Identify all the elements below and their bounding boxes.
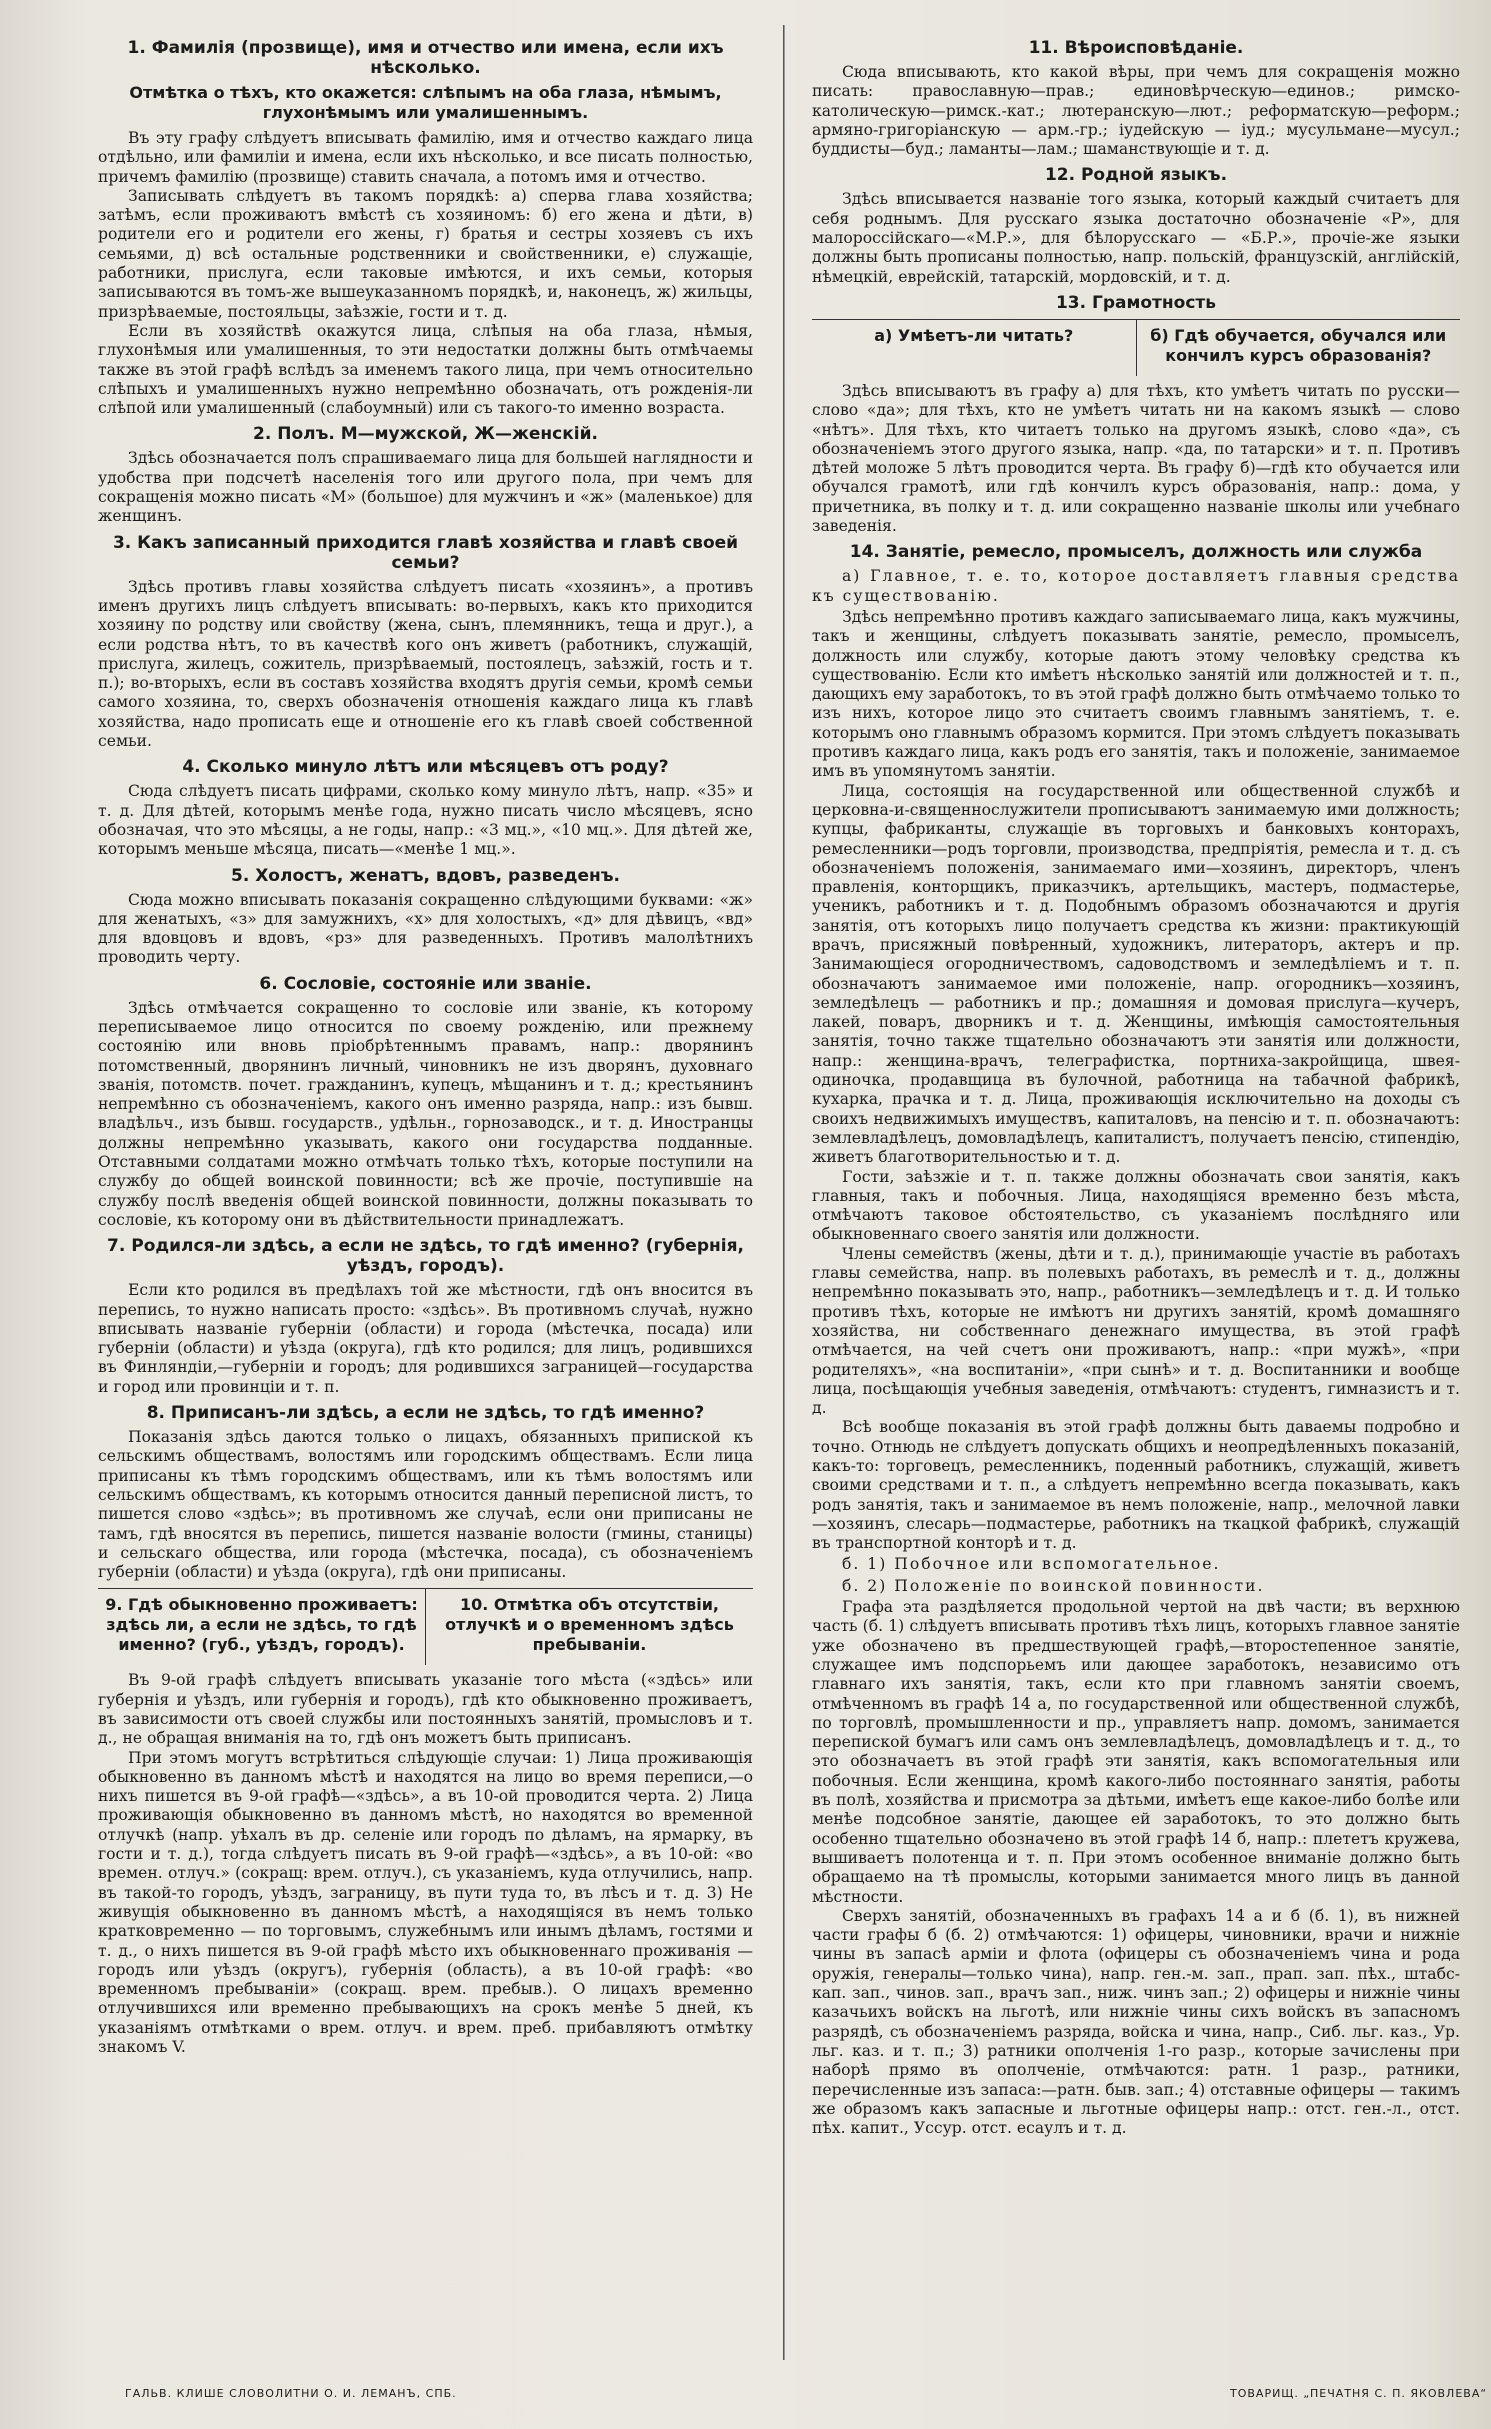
- section-14-text: Члены семействъ (жены, дѣти и т. д.), принимающіе участіе въ работахъ главы семейства, напр. въ полевыхъ работахъ, въ ремеслѣ и т. д., должны непремѣнно показывать это, напр., работникъ—земледѣлецъ и т. д. И только противъ тѣхъ, которые не имѣютъ ни другихъ занятій, кромѣ домашняго хозяйства, ни собственнаго денежнаго имущества, въ этой графѣ отмѣчается, на чей счетъ они проживаютъ, напр.: «при мужѣ», «при родителяхъ», «на воспитаніи», «при сынѣ» и т. д. Воспитанники и вообще лица, посѣщающія учебныя заведенія, отмѣчаютъ: студентъ, гимназистъ и т. д.: [812, 1244, 1460, 1418]
- section-13a-cell: [812, 320, 1136, 376]
- section-9-10-header: [98, 1588, 753, 1665]
- section-14-text: Сверхъ занятій, обозначенныхъ въ графахъ 14 а и б (б. 1), въ нижней части графы б (б. 2) отмѣчаются: 1) офицеры, чиновники, врачи и нижніе чины въ запасѣ арміи и флота (офицеры съ обозначеніемъ чина и рода оружія, генералы—только чина), напр. ген.-м. зап., прап. зап. пѣх., штабс-кап. зап., чинов. зап., врачъ зап., ниж. чинъ зап.; 2) офицеры и нижніе чины казачьихъ войскъ на льготѣ, или нижніе чины сихъ войскъ въ запасномъ разрядѣ, съ обозначеніемъ разряда, войска и чина, напр., Сиб. льг. каз., Ур. льг. каз. и т. п.; 3) ратники ополченія 1-го разр., которые зачислены при наборѣ прямо въ ополченіе, отмѣчаются: ратн. 1 разр., ратники, перечисленные изъ запаса:—ратн. быв. зап.; 4) отставные офицеры — такимъ же образомъ какъ запасные и льготные офицеры напр.: отст. ген.-л., отст. пѣх. капит., Уссур. отст. есаулъ и т. д.: [812, 1906, 1460, 2138]
- section-12-title: 12. Родной языкъ.: [1044, 165, 1228, 186]
- section-13b-cell: [1136, 320, 1461, 376]
- section-1-title: 1. Фамилія (прозвище), имя и отчество или имена, если ихъ нѣсколько.: [127, 38, 724, 78]
- section-12-text: Здѣсь вписывается названіе того языка, который каждый считаетъ для себя роднымъ. Для русскаго языка достаточно обозначеніе «Р», для малороссійскаго—«М.Р.», для бѣлорусскаго — «Б.Р.», прочіе-же языки должны быть прописаны полностью, напр. польскій, французскій, англійскій, нѣмецкій, еврейскій, татарскій, мордовскій, и т. д.: [812, 190, 1460, 286]
- section-6-text: Здѣсь отмѣчается сокращенно то сословіе или званіе, къ которому переписываемое лицо относится по своему рожденію, или прежнему состоянію или вновь пріобрѣтеннымъ правамъ, напр.: дворянинъ потомственный, дворянинъ личный, чиновникъ не изъ дворянъ, духовнаго званія, потомств. почет. гражданинъ, купецъ, мѣщанинъ и т. д.; крестьянинъ непремѣнно съ обозначеніемъ, какого онъ именно разряда, напр.: изъ бывш. владѣльч., изъ бывш. государств., удѣльн., горнозаводск., и т. д. Иностранцы должны непремѣнно указывать, какого они государства подданные. Отставными солдатами можно отмѣчать только тѣхъ, которые поступили на службу до общей воинской повинности; всѣ же прочіе, поступившіе на службу послѣ введенія общей воинской повинности, должны показывать то сословіе, къ которому они въ дѣйствительности принадлежатъ.: [98, 998, 753, 1229]
- section-14-text: Лица, состоящія на государственной или общественной службѣ и церковна-и-священнослужители прописываютъ занимаемую ими должность; купцы, фабриканты, служащіе въ торговыхъ и банковыхъ конторахъ, ремесленники—родъ торговли, производства, предпріятія, ремесла и т. д. съ обозначеніемъ положенія, занимаемаго ими—хозяинъ, директоръ, членъ правленія, конторщикъ, приказчикъ, артельщикъ, мастеръ, подмастерье, ученикъ, работникъ и т. д. Подобнымъ образомъ обозначаются и другія занятія, отъ которыхъ лицо получаетъ средства къ жизни: практикующій врачъ, присяжный повѣренный, художникъ, литераторъ, актеръ и пр. Занимающіеся огородничествомъ, садоводствомъ и земледѣліемъ и т. п. обозначаютъ занимаемое ими положеніе, напр. огородникъ—хозяинъ, земледѣлецъ — работникъ и пр.; домашняя и домовая прислуга—кучеръ, лакей, поваръ, дворникъ и т. д. Женщины, имѣющія самостоятельныя занятія, точно также тщательно обозначаютъ эти занятія или должности, напр.: женщина-врачъ, телеграфистка, портниха-закройщица, швея-одиночка, продавщица въ булочной, работница на табачной фабрикѣ, кухарка, прачка и т. д. Лица, проживающія исключительно на доходы съ своихъ недвижимыхъ имуществъ, капиталовъ, на пенсію и т. п. обозначаютъ: землевладѣлецъ, домовладѣлецъ, капиталистъ, получаетъ пенсію, стипендію, живетъ благотворительностью и т. д.: [812, 781, 1460, 1167]
- section-14b1-heading: б. 1) Побочное или вспомогательное.: [842, 1555, 1221, 1574]
- section-11-text: Сюда вписывають, кто какой вѣры, при чемъ для сокращенія можно писать: православную—прав.; единовѣрческую—единов.; римско-католическую—римск.-кат.; лютеранскую—лют.; реформатскую—реформ.; армяно-григоріанскую — арм.-гр.; іудейскую — іуд.; мусульмане—мусул.; буддисты—буд.; ламанты—лам.; шаманствующіе и т. д.: [812, 63, 1460, 159]
- right-column: [812, 32, 1460, 2337]
- section-8-text: Показанія здѣсь даются только о лицахъ, обязанныхъ припиской къ сельскимъ обществамъ, волостямъ или городскимъ обществамъ. Если лица приписаны къ тѣмъ городскимъ обществамъ, или къ тѣмъ волостямъ или сельскимъ обществамъ, къ которымъ относится данный переписной листъ, то пишется слово «здѣсь»; въ противномъ же случаѣ, если они приписаны не тамъ, гдѣ вносятся въ перепись, пишется названіе волости (гмины, станицы) и сельскаго общества, или города (мѣстечка, посада), съ обозначеніемъ губерніи (области) и уѣзда (округа), гдѣ они приписаны.: [98, 1428, 753, 1582]
- section-4-text: Сюда слѣдуетъ писать цифрами, сколько кому минуло лѣтъ, напр. «35» и т. д. Для дѣтей, которымъ менѣе года, нужно писать число мѣсяцевъ, ясно обозначая, что это мѣсяцы, а не годы, напр.: «3 мц.», «10 мц.». Для дѣтей же, которымъ меньше мѣсяца, писать—«менѣе 1 мц.».: [98, 782, 753, 859]
- left-column: [98, 32, 753, 2337]
- section-9-text: Въ 9-ой графѣ слѣдуетъ вписывать указаніе того мѣста («здѣсь» или губернія и уѣздъ, или губернія и городъ), гдѣ кто обыкновенно проживаетъ, въ зависимости отъ своей службы или постоянныхъ занятій, промысловъ и т. д., не обращая вниманія на то, гдѣ онъ можетъ быть приписанъ.: [98, 1671, 753, 1748]
- section-7-text: Если кто родился въ предѣлахъ той же мѣстности, гдѣ онъ вносится въ перепись, то нужно написать просто: «здѣсь». Въ противномъ случаѣ, нужно вписывать названіе губерніи (области) и города (мѣстечка, посада) или губерніи (области) и уѣзда (округа), гдѣ кто родился; для лицъ, родившихся въ Финляндіи,—губерніи и городъ; для родившихся заграницей—государства и город или провинціи и т. п.: [98, 1281, 753, 1396]
- section-14-text: Гости, заѣзжіе и т. п. также должны обозначать свои занятія, какъ главныя, такъ и побочныя. Лица, находящіяся временно безъ мѣста, отмѣчаютъ таковое обстоятельство, съ указаніемъ послѣдняго или обыкновеннаго своего занятія или должности.: [812, 1167, 1460, 1244]
- section-3-title: 3. Какъ записанный приходится главѣ хозяйства и главѣ своей семьи?: [112, 532, 739, 573]
- section-13b-title: б) Гдѣ обучается, обучался или кончилъ курсъ образованія?: [1150, 325, 1447, 365]
- section-2-text: Здѣсь обозначается полъ спрашиваемаго лица для большей наглядности и удобства при подсчетѣ населенія того или другого пола, при чемъ для сокращенія можно писать «М» (большое) для мужчинъ и «ж» (маленькое) для женщинъ.: [98, 449, 753, 526]
- section-1-text: Записывать слѣдуетъ въ такомъ порядкѣ: а) сперва глава хозяйства; затѣмъ, если проживаютъ вмѣстѣ съ хозяиномъ: б) его жена и дѣти, в) родители его и родители его жены, г) братья и сестры хозяевъ съ ихъ семьями, д) всѣ остальные родственники и свойственники, е) служащіе, работники, прислуга, если таковые имѣются, и ихъ семьи, которыя записываются въ томъ-же вышеуказанномъ порядкѣ, и, наконецъ, ж) жильцы, призрѣваемые, постояльцы, заѣзжіе, гости и т. д.: [98, 186, 753, 321]
- section-14-text: Графа эта раздѣляется продольной чертой на двѣ части; въ верхнюю часть (б. 1) слѣдуетъ вписывать противъ тѣхъ лицъ, которыхъ главное занятіе уже обозначено въ предшествующей графѣ,—второстепенное занятіе, служащее имъ подспорьемъ или дающее заработокъ, независимо отъ главнаго ихъ занятія, такъ, если кто при главномъ занятіи своемъ, отмѣченномъ въ графѣ 14 а, по государственной или общественной службѣ, по торговлѣ, промышленности и пр., управляетъ напр. домомъ, занимается перепиской бумагъ или самъ онъ землевладѣлецъ, домовладѣлецъ и т. д., то это обозначаетъ въ этой графѣ эти занятія, какъ вспомогательныя или побочныя. Если женщина, кромѣ какого-либо постояннаго занятія, работы въ полѣ, хозяйства и присмотра за дѣтьми, имѣетъ еще какое-либо болѣе или менѣе подсобное занятіе, дающее ей заработокъ, то это должно быть особенно тщательно обозначено въ этой графѣ 14 б, напр.: плететъ кружева, вышиваетъ полотенца и т. п. При этомъ особенное вниманіе должно быть обращаемо на тѣ промыслы, которыми занимается много лицъ въ данной мѣстности.: [812, 1598, 1460, 1906]
- column-divider: [783, 25, 785, 2360]
- section-14-text: Здѣсь непремѣнно противъ каждаго записываемаго лица, какъ мужчины, такъ и женщины, слѣдуетъ показывать занятіе, ремесло, промыселъ, должность или службу, которые даютъ этому человѣку средства къ существованію. Если кто имѣетъ нѣсколько занятій или должностей и т. п., дающихъ ему заработокъ, то въ этой графѣ должно быть отмѣчаемо только то изъ нихъ, которое лицо это считаетъ своимъ главнымъ занятіемъ, т. е. которымъ оно главнымъ образомъ кормится. При этомъ слѣдуетъ показывать противъ каждаго лица, какъ родъ его занятія, такъ и положеніе, занимаемое имъ въ упомянутомъ занятіи.: [812, 607, 1460, 781]
- section-9-header-cell: [98, 1589, 425, 1665]
- section-1-text: Въ эту графу слѣдуетъ вписывать фамилію, имя и отчество каждаго лица отдѣльно, или фамиліи и имена, если ихъ нѣсколько, и все писать полностью, причемъ фамилію (прозвище) ставить сначала, а потомъ имя и отчество.: [98, 129, 753, 186]
- section-5-title: 5. Холостъ, женатъ, вдовъ, разведенъ.: [231, 865, 620, 886]
- section-14b2-heading: б. 2) Положеніе по воинской повинности.: [842, 1576, 1265, 1595]
- section-13a-title: а) Умѣетъ-ли читать?: [874, 325, 1074, 345]
- section-3-text: Здѣсь противъ главы хозяйства слѣдуетъ писать «хозяинъ», а противъ именъ другихъ лицъ слѣдуетъ вписывать: во-первыхъ, какъ кто приходится хозяину по родству или свойству (жена, сынъ, племянникъ, теща и друг.), а если родства нѣтъ, то въ качествѣ кого онъ живетъ (работникъ, служащій, прислуга, жилецъ, сожитель, призрѣваемый, постоялецъ, заѣзжій, гость и т. п.); во-вторыхъ, если въ составъ хозяйства входятъ другія семьи, кромѣ семьи самого хозяина, то, сверхъ обозначенія отношенія каждаго лица къ главѣ хозяйства, надо прописать еще и отношеніе его къ главѣ своей собственной семьи.: [98, 577, 753, 751]
- section-14-text: Всѣ вообще показанія въ этой графѣ должны быть даваемы подробно и точно. Отнюдь не слѣдуетъ допускать общихъ и неопредѣленныхъ показаній, какъ-то: торговецъ, ремесленникъ, поденный работникъ, служащій, живетъ своими средствами и т. п., а слѣдуетъ непремѣнно всегда показывать, какъ родъ занятія, такъ и занимаемое въ немъ положеніе, напр., мелочной лавки—хозяинъ, слесарь—подмастерье, работникъ на ткацкой фабрикѣ, служащій въ транспортной конторѣ и т. д.: [812, 1418, 1460, 1553]
- section-13-title: 13. Грамотность: [1055, 292, 1217, 313]
- section-11-title: 11. Вѣроисповѣданіе.: [1028, 38, 1244, 58]
- section-13-header: [812, 319, 1460, 376]
- section-1-subtitle: Отмѣтка о тѣхъ, кто окажется: слѣпымъ на оба глаза, нѣмымъ, глухонѣмымъ или умалишеннымъ.: [129, 83, 722, 122]
- section-9-text: При этомъ могутъ встрѣтиться слѣдующіе случаи: 1) Лица проживающія обыкновенно въ данномъ мѣстѣ и находятся на лицо во время переписи,—о нихъ пишется въ 9-ой графѣ—«здѣсь», а въ 10-ой проводится черта. 2) Лица проживающія обыкновенно въ данномъ мѣстѣ, но находятся во временной отлучкѣ (напр. уѣхалъ въ др. селеніе или городъ по дѣламъ, на ярмарку, въ гости и т. д.), тогда слѣдуетъ писать въ 9-ой графѣ—«здѣсь», а въ 10-ой: «во времен. отлуч.» (сокращ: врем. отлуч.), съ указаніемъ, куда отлучились, напр. въ такой-то городъ, уѣздъ, заграницу, въ пути туда то, въ лѣсъ и т. д. 3) Не живущія обыкновенно въ данномъ мѣстѣ, а находящіяся въ немъ только кратковременно — по торговымъ, служебнымъ или инымъ дѣламъ, гостями и т. д., о нихъ пишется въ 9-ой графѣ мѣсто ихъ обыкновеннаго проживанія — городъ или уѣздъ (округъ), губернія (область), а въ 10-ой графѣ: «во временномъ пребываніи» (сокращ. врем. пребыв.). О лицахъ временно отлучившихся или временно пребывающихъ на срокъ менѣе 5 дней, къ указаніямъ отмѣтками о врем. отлуч. и врем. преб. прибавляютъ отмѣтку знакомъ V.: [98, 1748, 753, 2057]
- printer-credit-right: ТОВАРИЩ. „ПЕЧАТНЯ С. П. ЯКОВЛЕВА“: [1230, 2387, 1488, 2400]
- section-13-text: Здѣсь вписываютъ въ графу а) для тѣхъ, кто умѣетъ читать по русски—слово «да»; для тѣхъ, кто не умѣетъ читать ни на какомъ языкѣ — слово «нѣтъ». Для тѣхъ, кто читаетъ только на другомъ языкѣ, слово «да», съ обозначеніемъ этого другого языка, напр. «да, по татарски» и т. п. Противъ дѣтей моложе 5 лѣтъ проводится черта. Въ графу б)—гдѣ кто обучается или обучался грамотѣ, или гдѣ кончилъ курсъ образованія, напр.: дома, у причетника, въ полку и т. д. или сокращенно названіе школы или учебнаго заведенія.: [812, 381, 1460, 536]
- section-10-header-cell: [425, 1589, 753, 1665]
- section-7-title: 7. Родился-ли здѣсь, а если не здѣсь, то гдѣ именно? (губернія, уѣздъ, городъ).: [107, 1236, 744, 1277]
- section-8-title: 8. Приписанъ-ли здѣсь, а если не здѣсь, то гдѣ именно?: [146, 1403, 705, 1424]
- section-6-title: 6. Сословіе, состояніе или званіе.: [259, 973, 592, 994]
- section-5-text: Сюда можно вписывать показанія сокращенно слѣдующими буквами: «ж» для женатыхъ, «з» для замужнихъ, «х» для холостыхъ, «д» для дѣвицъ, «вд» для вдовцовъ и вдовъ, «рз» для разведенныхъ. Противъ малолѣтнихъ проводить черту.: [98, 890, 753, 967]
- section-14-title: 14. Занятіе, ремесло, промыселъ, должность или служба: [849, 542, 1423, 563]
- section-2-title: 2. Полъ. М—мужской, Ж—женскій.: [253, 424, 598, 445]
- section-9-title: 9. Гдѣ обыкновенно проживаетъ: здѣсь ли, а если не здѣсь, то гдѣ именно? (губ., уѣздъ, городъ).: [105, 1595, 418, 1655]
- printer-credit-left: ГАЛЬВ. КЛИШЕ СЛОВОЛИТНИ О. И. ЛЕМАНЪ, СПБ.: [125, 2387, 457, 2400]
- section-1-text: Если въ хозяйствѣ окажутся лица, слѣпыя на оба глаза, нѣмыя, глухонѣмыя или умалишенныя, то эти недостатки должны быть отмѣчаемы также въ этой графѣ вслѣдъ за именемъ такого лица, при чемъ относительно слѣпыхъ и умалишенныхъ нужно непремѣнно обозначать, отъ рожденія-ли слѣпой или умалишенный (слабоумный) или съ такого-то именно возраста.: [98, 321, 753, 418]
- section-4-title: 4. Сколько минуло лѣтъ или мѣсяцевъ отъ роду?: [182, 757, 669, 778]
- section-10-title: 10. Отмѣтка объ отсутствіи, отлучкѣ и о временномъ здѣсь пребываніи.: [445, 1595, 734, 1655]
- section-14a-heading: а) Главное, т. е. то, которое доставляетъ главныя средства къ существованію.: [812, 567, 1460, 605]
